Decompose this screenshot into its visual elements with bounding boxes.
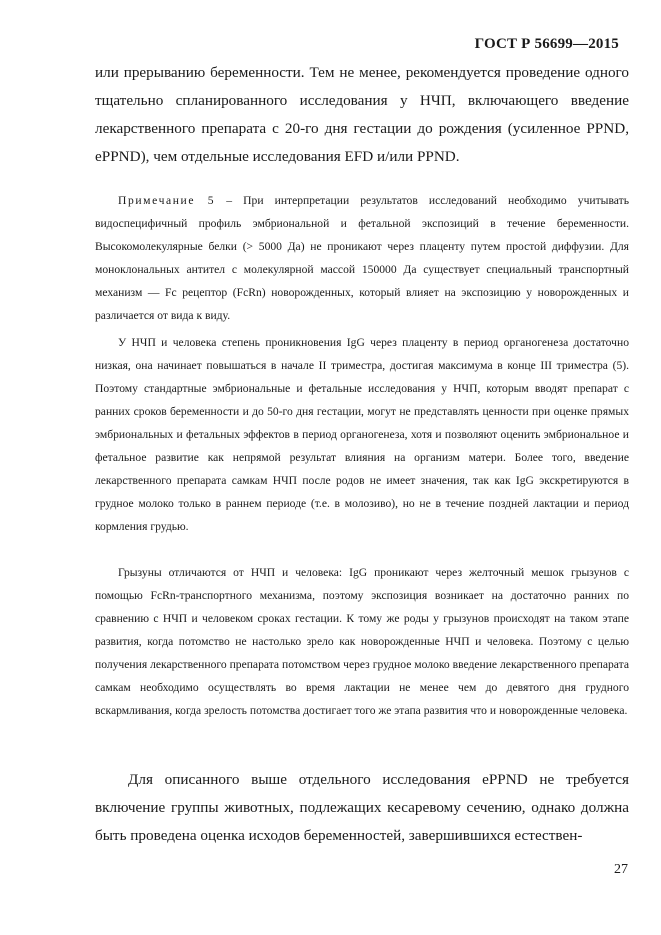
body-paragraph-1: или прерыванию беременности. Тем не менее, рекомендуется проведение одного тщательно спланированного исследования у НЧП, включающего введение лекарственного препарата с 20-го дня гестации до рождения (усиленное PPND, ePPND), чем отдельные исследования EFD и/или PPND. xyxy=(95,64,629,165)
note-label: Примечание 5 xyxy=(118,194,216,207)
body-paragraph-5: Для описанного выше отдельного исследования ePPND не требуется включение группы животных, подлежащих кесаревому сечению, однако должна быть проведена оценка исходов беременностей, завершившихся естествен- xyxy=(95,771,629,844)
body-paragraph-4: Грызуны отличаются от НЧП и человека: IgG проникают через желточный мешок грызунов с помощью FcRn-транспортного механизма, поэтому экспозиция возникает на достаточно ранних по сравнению с НЧП и человеком сроках гестации. К тому же роды у грызунов происходят на таком этапе развития, когда потомство не настолько зрело как новорожденные НЧП и человека. Поэтому с целью получения лекарственного препарата потомством через грудное молоко введение лекарственного препарата самкам необходимо осуществлять во время лактации не менее чем до девятого дня грудного вскармливания, когда зрелость потомства достигает того же этапа развития что и новорожденные человека. xyxy=(95,566,629,717)
page-number: 27 xyxy=(614,862,628,877)
note-text: – При интерпретации результатов исследований необходимо учитывать видоспецифичный профиль эмбриональной и фетальной экспозиций в течение беременности. Высокомолекулярные белки (> 5000 Да) не проникают через плаценту путем простой диффузии. Для моноклональных антител с молекулярной массой 150000 Да существует специальный транспортный механизм — Fc рецептор (FcRn) новорожденных, который влияет на экспозицию у новорожденных и различается от вида к виду. xyxy=(95,194,629,322)
body-paragraph-3: У НЧП и человека степень проникновения IgG через плаценту в период органогенеза достаточно низкая, она начинает повышаться в начале II триместра, достигая максимума в конце III триместра (5). Поэтому стандартные эмбриональные и фетальные исследования у НЧП, которым вводят препарат с ранних сроков беременности и до 50-го дня гестации, могут не представлять ценности при оценке прямых эмбриональных и фетальных эффектов в период органогенеза, хотя и позволяют оценить эмбриональное и фетальное развитие как непрямой результат влияния на организм матери. Более того, введение лекарственного препарата самкам НЧП после родов не имеет значения, так как IgG экскретируются в грудное молоко только в раннем периоде (т.е. в молозиво), но не в течение поздней лактации и период кормления грудью. xyxy=(95,336,629,533)
document-header: ГОСТ Р 56699—2015 xyxy=(474,36,619,52)
note-paragraph xyxy=(95,189,629,327)
